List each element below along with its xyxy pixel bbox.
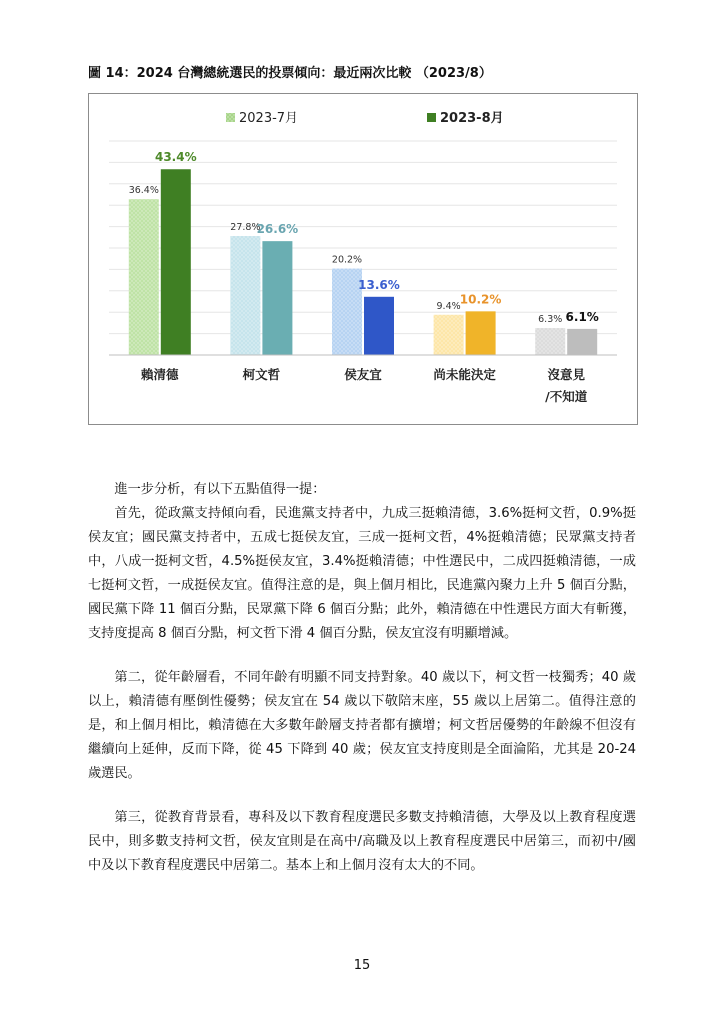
category-label: 侯友宜: [344, 367, 382, 382]
category-label: /不知道: [545, 389, 588, 404]
bar-2023-7-texture: [129, 199, 159, 355]
paragraph-education: 第三，從教育背景看，專科及以下教育程度選民多數支持賴清德，大學及以上教育程度選民中，則多數支持柯文哲，侯友宜則是在高中/高職及以上教育程度選民中居第三，而初中/國中及以下教育程度選民中居第二。基本上和上個月沒有太大的不同。: [88, 810, 636, 873]
x-axis: [109, 355, 617, 404]
data-label-2023-7: 6.3%: [538, 314, 563, 326]
body-text: [88, 478, 636, 898]
data-label-2023-8: 26.6%: [256, 222, 299, 237]
page-number: 15: [353, 958, 371, 973]
legend: [226, 111, 504, 126]
bar-2023-7-texture: [535, 328, 565, 355]
bar-2023-7-texture: [434, 315, 464, 355]
chart-canvas: [89, 94, 637, 424]
category-label: 柯文哲: [242, 367, 281, 382]
intro-paragraph: 進一步分析，有以下五點值得一提：: [114, 482, 326, 497]
legend-swatch-2023-7-texture: [226, 113, 235, 122]
category-label: 尚未能決定: [433, 367, 496, 382]
bar-chart: [88, 93, 638, 425]
paragraph-party: 首先，從政黨支持傾向看，民進黨支持者中，九成三挺賴清德，3.6%挺柯文哲，0.9%挺侯友宜；國民黨支持者中，五成七挺侯友宜，三成一挺柯文哲，4%挺賴清德；民眾黨支持者中，八成一挺柯文哲，4.5%挺侯友宜，3.4%挺賴清德；中性選民中，二成四挺賴清德，一成七挺柯文哲，一成挺侯友宜。值得注意的是，與上個月相比，民進黨內聚力上升 5 個百分點，國民黨下降 11 個百分點，民眾黨下降 6 個百分點；此外，賴清德在中性選民方面大有斬獲，支持度提高 8 個百分點，柯文哲下滑 4 個百分點，侯友宜沒有明顯增減。: [88, 506, 636, 641]
paragraph-age: 第二，從年齡層看，不同年齡有明顯不同支持對象。40 歲以下，柯文哲一枝獨秀；40 歲以上，賴清德有壓倒性優勢；侯友宜在 54 歲以下敬陪末座，55 歲以上居第二。值得注意的是，和上個月相比，賴清德在大多數年齡層支持者都有擴增；柯文哲居優勢的年齡線不但沒有繼續向上延伸，反而下降，從 45 下降到 40 歲；侯友宜支持度則是全面淪陷，尤其是 20-24 歲選民。: [88, 670, 636, 781]
data-label-2023-8: 10.2%: [459, 292, 502, 307]
data-label-2023-7: 27.8%: [230, 222, 261, 234]
bar-2023-8: [567, 329, 597, 355]
legend-swatch-2023-8: [427, 113, 436, 122]
category-label: 賴清德: [141, 367, 179, 382]
figure-title: 圖 14：2024 台灣總統選民的投票傾向：最近兩次比較 （2023/8）: [88, 66, 492, 81]
bar-2023-7-texture: [230, 236, 260, 355]
legend-label-2023-8: 2023-8月: [440, 111, 504, 126]
data-label-2023-7: 9.4%: [436, 300, 461, 312]
bar-2023-8: [466, 311, 496, 355]
category-label: 沒意見: [547, 367, 585, 382]
data-label-2023-8: 43.4%: [154, 150, 197, 165]
bar-2023-8: [262, 241, 292, 355]
data-label-2023-8: 13.6%: [358, 277, 400, 292]
bar-2023-8: [364, 297, 394, 355]
legend-label-2023-7: 2023-7月: [239, 111, 299, 126]
bar-2023-8: [161, 169, 191, 355]
data-labels: [129, 150, 599, 325]
bars: [129, 169, 597, 355]
data-label-2023-8: 6.1%: [565, 309, 599, 324]
data-label-2023-7: 36.4%: [128, 185, 159, 197]
data-label-2023-7: 20.2%: [331, 254, 363, 266]
